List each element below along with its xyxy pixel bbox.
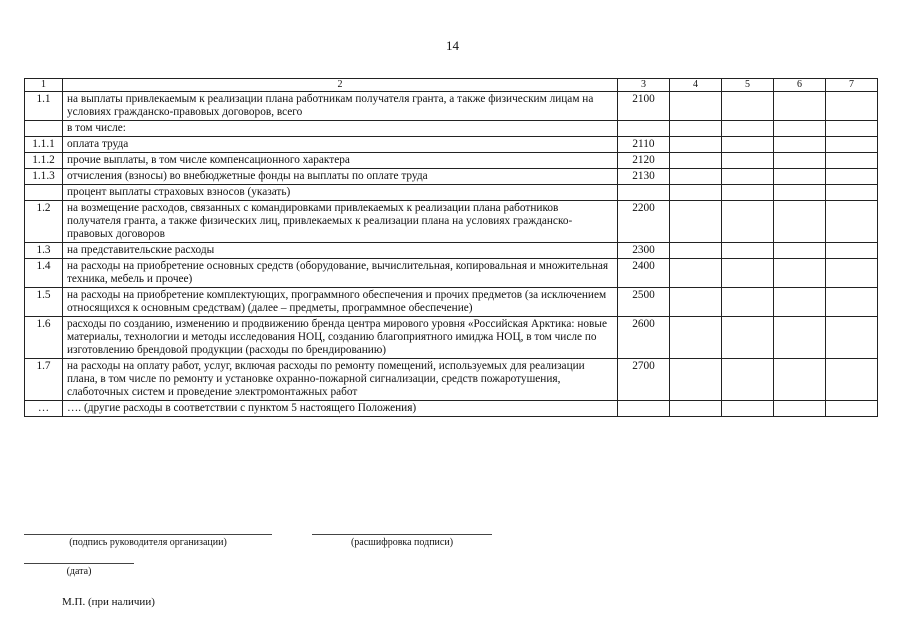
row-code: 2120 (618, 153, 670, 169)
value-cell (826, 288, 878, 317)
value-cell (826, 401, 878, 417)
row-code (618, 121, 670, 137)
value-cell (670, 185, 722, 201)
table-row (25, 201, 878, 243)
row-number: 1.3 (25, 243, 63, 259)
row-number: 1.1.3 (25, 169, 63, 185)
table-row (25, 288, 878, 317)
row-number: 1.2 (25, 201, 63, 243)
row-code: 2200 (618, 201, 670, 243)
value-cell (722, 169, 774, 185)
row-description: на расходы на приобретение комплектующих, программного обеспечения и прочих предметов (за исключением относящихся к основным средствам) (далее – предметы, программное обеспечение) (63, 288, 618, 317)
row-number: 1.1.2 (25, 153, 63, 169)
value-cell (670, 243, 722, 259)
value-cell (774, 401, 826, 417)
value-cell (774, 169, 826, 185)
row-code: 2600 (618, 317, 670, 359)
value-cell (670, 153, 722, 169)
row-code: 2100 (618, 92, 670, 121)
value-cell (774, 153, 826, 169)
value-cell (774, 121, 826, 137)
value-cell (774, 92, 826, 121)
value-cell (722, 121, 774, 137)
row-description: …. (другие расходы в соответствии с пунктом 5 настоящего Положения) (63, 401, 618, 417)
value-cell (774, 288, 826, 317)
value-cell (826, 92, 878, 121)
row-code: 2700 (618, 359, 670, 401)
row-code: 2500 (618, 288, 670, 317)
value-cell (826, 185, 878, 201)
row-number: 1.1.1 (25, 137, 63, 153)
value-cell (722, 153, 774, 169)
row-number: 1.6 (25, 317, 63, 359)
value-cell (670, 288, 722, 317)
value-cell (670, 169, 722, 185)
value-cell (774, 359, 826, 401)
row-code: 2400 (618, 259, 670, 288)
column-header: 4 (670, 79, 722, 92)
row-number (25, 185, 63, 201)
row-code: 2130 (618, 169, 670, 185)
column-header: 6 (774, 79, 826, 92)
head-signature-line (24, 534, 272, 535)
row-number: 1.7 (25, 359, 63, 401)
value-cell (670, 317, 722, 359)
table-row (25, 317, 878, 359)
column-header: 5 (722, 79, 774, 92)
value-cell (670, 92, 722, 121)
table-row (25, 359, 878, 401)
value-cell (826, 317, 878, 359)
value-cell (722, 201, 774, 243)
table-row (25, 153, 878, 169)
date-line (24, 563, 134, 564)
row-description: на возмещение расходов, связанных с командировками привлекаемых к реализации плана работников получателя гранта, а также физических лиц, привлекаемых к реализации плана на условиях гражданско-правовых договоров (63, 201, 618, 243)
column-header: 3 (618, 79, 670, 92)
value-cell (670, 259, 722, 288)
value-cell (826, 137, 878, 153)
row-description: оплата труда (63, 137, 618, 153)
value-cell (774, 259, 826, 288)
row-number (25, 121, 63, 137)
row-description: прочие выплаты, в том числе компенсационного характера (63, 153, 618, 169)
value-cell (774, 185, 826, 201)
column-header: 2 (63, 79, 618, 92)
value-cell (826, 359, 878, 401)
value-cell (774, 243, 826, 259)
row-description: отчисления (взносы) во внебюджетные фонды на выплаты по оплате труда (63, 169, 618, 185)
value-cell (670, 121, 722, 137)
row-description: в том числе: (63, 121, 618, 137)
value-cell (722, 92, 774, 121)
value-cell (774, 317, 826, 359)
table-row (25, 243, 878, 259)
expense-table (24, 78, 878, 417)
value-cell (826, 153, 878, 169)
page-number: 14 (446, 38, 459, 53)
row-description: на представительские расходы (63, 243, 618, 259)
value-cell (826, 243, 878, 259)
value-cell (722, 185, 774, 201)
row-code: 2300 (618, 243, 670, 259)
row-code (618, 401, 670, 417)
value-cell (826, 169, 878, 185)
row-description: процент выплаты страховых взносов (указать) (63, 185, 618, 201)
column-header: 7 (826, 79, 878, 92)
row-code (618, 185, 670, 201)
value-cell (826, 121, 878, 137)
head-signature-caption: (подпись руководителя организации) (69, 537, 227, 548)
value-cell (670, 201, 722, 243)
date-caption: (дата) (66, 566, 92, 577)
row-number: … (25, 401, 63, 417)
value-cell (670, 137, 722, 153)
value-cell (774, 201, 826, 243)
value-cell (722, 137, 774, 153)
value-cell (722, 288, 774, 317)
value-cell (774, 137, 826, 153)
value-cell (722, 401, 774, 417)
row-number: 1.5 (25, 288, 63, 317)
value-cell (722, 259, 774, 288)
table-row (25, 121, 878, 137)
stamp-label: М.П. (при наличии) (62, 596, 155, 608)
table-row (25, 185, 878, 201)
value-cell (670, 401, 722, 417)
table-row (25, 92, 878, 121)
value-cell (670, 359, 722, 401)
value-cell (722, 359, 774, 401)
decode-signature-line (312, 534, 492, 535)
row-number: 1.1 (25, 92, 63, 121)
table-row (25, 169, 878, 185)
row-description: на расходы на оплату работ, услуг, включая расходы по ремонту помещений, используемых для реализации плана, в том числе по ремонту и установке охранно-пожарной сигнализации, средств пожаротушения, слаботочных систем и проведение электромонтажных работ (63, 359, 618, 401)
table-header-row (25, 79, 878, 92)
row-description: на расходы на приобретение основных средств (оборудование, вычислительная, копировальная и множительная техника, мебель и прочее) (63, 259, 618, 288)
row-code: 2110 (618, 137, 670, 153)
row-number: 1.4 (25, 259, 63, 288)
table-row (25, 137, 878, 153)
value-cell (722, 243, 774, 259)
value-cell (826, 259, 878, 288)
column-header: 1 (25, 79, 63, 92)
value-cell (722, 317, 774, 359)
decode-signature-caption: (расшифровка подписи) (350, 537, 454, 548)
table-row (25, 401, 878, 417)
row-description: расходы по созданию, изменению и продвижению бренда центра мирового уровня «Российская Арктика: новые материалы, технологии и методы исследования НОЦ, созданию благоприятного имиджа НОЦ, в том числе по изготовлению брендовой продукции (расходы по брендированию) (63, 317, 618, 359)
table-row (25, 259, 878, 288)
value-cell (826, 201, 878, 243)
row-description: на выплаты привлекаемым к реализации плана работникам получателя гранта, а также физическим лицам на условиях гражданско-правовых договоров, всего (63, 92, 618, 121)
